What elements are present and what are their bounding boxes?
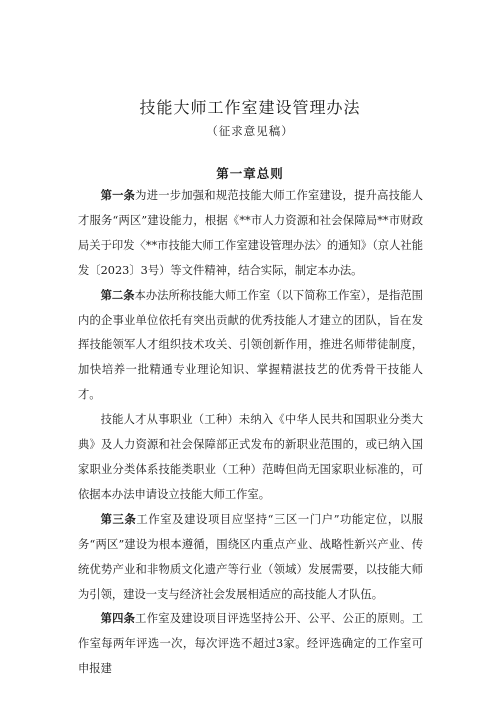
document-subtitle: （征求意见稿） <box>206 124 294 138</box>
article-1-text: 为进一步加强和规范技能大师工作室建设，提升高技能人才服务“两区”建设能力，根据《**市人力资源和社会保障局**市财政局关于印发〈**市技能大师工作室建设管理办法〉的通知》（京人社能发〔2023〕3号）等文件精神，结合实际，制定本办法。 <box>78 189 423 277</box>
article-4-text: 工作室及建设项目评选坚持公开、公平、公正的原则。工作室每两年评选一次，每次评选不超过3家。经评选确定的工作室可申报建 <box>78 612 423 676</box>
article-4-lead: 第四条 <box>100 612 136 626</box>
article-2-text: 本办法所称技能大师工作室（以下简称工作室），是指范围内的企事业单位依托有突出贡献的优秀技能人才建立的团队，旨在发挥技能领军人才组织技术攻关、引领创新作用，推进名师带徒制度，加快培养一批精通专业理论知识、掌握精湛技艺的优秀骨干技能人才。 <box>78 288 423 402</box>
article-2-supplement-text: 技能人才从事职业（工种）未纳入《中华人民共和国职业分类大典》及人力资源和社会保障部正式发布的新职业范围的，或已纳入国家职业分类体系技能类职业（工种）范畴但尚无国家职业标准的，可依据本办法申请设立技能大师工作室。 <box>78 413 423 501</box>
article-2-paragraph <box>78 284 423 409</box>
chapter-heading: 第一章总则 <box>216 166 284 181</box>
article-3-lead: 第三条 <box>100 512 137 526</box>
article-4-paragraph <box>78 607 423 682</box>
document-body <box>78 184 423 682</box>
article-1-lead: 第一条 <box>100 189 136 202</box>
article-2-supplement-paragraph <box>78 408 423 508</box>
article-1-paragraph <box>78 184 423 284</box>
article-3-paragraph <box>78 508 423 608</box>
document-title: 技能大师工作室建设管理办法 <box>139 98 361 117</box>
article-3-text: 工作室及建设项目应坚持“三区一门户”功能定位，以服务“两区”建设为根本遵循，围绕区内重点产业、战略性新兴产业、传统优势产业和非物质文化遗产等行业（领域）发展需要，以技能大师为引领，建设一支与经济社会发展相适应的高技能人才队伍。 <box>78 512 423 601</box>
article-2-lead: 第二条 <box>100 288 135 302</box>
